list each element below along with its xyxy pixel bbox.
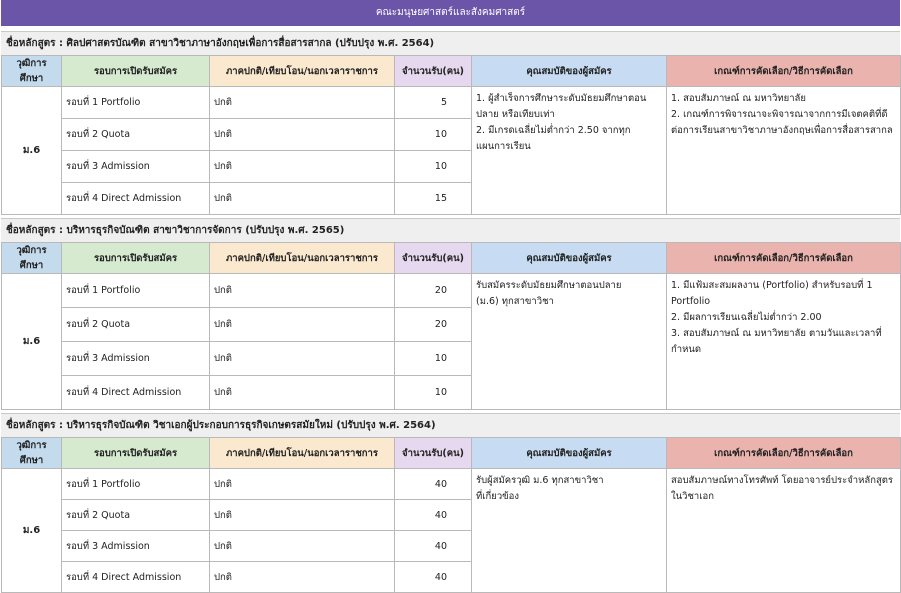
column-header-type: ภาคปกติ/เทียบโอน/นอกเวลาราชการ — [210, 243, 395, 274]
admission-document — [1, 0, 900, 593]
column-header-qualification: คุณสมบัติของผู้สมัคร — [472, 243, 667, 274]
round-cell: รอบที่ 4 Direct Admission — [62, 376, 210, 410]
admission-table — [1, 242, 901, 410]
column-header-count: จำนวนรับ(คน) — [395, 438, 472, 469]
education-level: ม.6 — [2, 274, 62, 410]
count-cell: 5 — [395, 87, 472, 119]
program-name: ชื่อหลักสูตร : บริหารธุรกิจบัณฑิต วิชาเอกผู้ประกอบการธุรกิจเกษตรสมัยใหม่ (ปรับปรุง พ.ศ. 2564) — [1, 413, 900, 437]
round-cell: รอบที่ 1 Portfolio — [62, 274, 210, 308]
round-cell: รอบที่ 2 Quota — [62, 500, 210, 531]
criteria-cell: สอบสัมภาษณ์ทางโทรศัพท์ โดยอาจารย์ประจำหลักสูตรในวิชาเอก — [667, 469, 901, 593]
type-cell: ปกติ — [210, 342, 395, 376]
table-row — [2, 87, 901, 119]
type-cell: ปกติ — [210, 119, 395, 151]
program-name: ชื่อหลักสูตร : ศิลปศาสตรบัณฑิต สาขาวิชาภาษาอังกฤษเพื่อการสื่อสารสากล (ปรับปรุง พ.ศ. 2564) — [1, 31, 900, 55]
column-header-level: วุฒิการศึกษา — [2, 56, 62, 87]
program-section — [1, 218, 900, 410]
admission-table — [1, 55, 901, 215]
column-header-round: รอบการเปิดรับสมัคร — [62, 438, 210, 469]
admission-table — [1, 437, 901, 593]
round-cell: รอบที่ 2 Quota — [62, 308, 210, 342]
round-cell: รอบที่ 3 Admission — [62, 151, 210, 183]
program-section — [1, 413, 900, 593]
count-cell: 10 — [395, 119, 472, 151]
column-header-count: จำนวนรับ(คน) — [395, 243, 472, 274]
qualification-cell: รับสมัครระดับมัธยมศึกษาตอนปลาย (ม.6) ทุกสาขาวิชา — [472, 274, 667, 410]
column-header-criteria: เกณฑ์การคัดเลือก/วิธีการคัดเลือก — [667, 56, 901, 87]
type-cell: ปกติ — [210, 562, 395, 593]
count-cell: 10 — [395, 151, 472, 183]
round-cell: รอบที่ 3 Admission — [62, 531, 210, 562]
round-cell: รอบที่ 2 Quota — [62, 119, 210, 151]
round-cell: รอบที่ 4 Direct Admission — [62, 562, 210, 593]
round-cell: รอบที่ 1 Portfolio — [62, 87, 210, 119]
type-cell: ปกติ — [210, 183, 395, 215]
column-header-qualification: คุณสมบัติของผู้สมัคร — [472, 56, 667, 87]
count-cell: 10 — [395, 376, 472, 410]
type-cell: ปกติ — [210, 87, 395, 119]
count-cell: 20 — [395, 274, 472, 308]
program-section — [1, 31, 900, 215]
education-level: ม.6 — [2, 87, 62, 215]
qualification-cell: รับผู้สมัครวุฒิ ม.6 ทุกสาขาวิชา ที่เกี่ยวข้อง — [472, 469, 667, 593]
column-header-level: วุฒิการศึกษา — [2, 438, 62, 469]
column-header-criteria: เกณฑ์การคัดเลือก/วิธีการคัดเลือก — [667, 438, 901, 469]
round-cell: รอบที่ 1 Portfolio — [62, 469, 210, 500]
count-cell: 20 — [395, 308, 472, 342]
criteria-cell: 1. มีแฟ้มสะสมผลงาน (Portfolio) สำหรับรอบที่ 1 Portfolio 2. มีผลการเรียนเฉลี่ยไม่ต่ำกว่า 2.00 3. สอบสัมภาษณ์ ณ มหาวิทยาลัย ตามวันและเวลาที่กำหนด — [667, 274, 901, 410]
faculty-title: คณะมนุษยศาสตร์และสังคมศาสตร์ — [1, 0, 900, 28]
type-cell: ปกติ — [210, 500, 395, 531]
column-header-round: รอบการเปิดรับสมัคร — [62, 243, 210, 274]
table-row — [2, 274, 901, 308]
column-header-round: รอบการเปิดรับสมัคร — [62, 56, 210, 87]
table-row — [2, 469, 901, 500]
type-cell: ปกติ — [210, 469, 395, 500]
type-cell: ปกติ — [210, 531, 395, 562]
column-header-type: ภาคปกติ/เทียบโอน/นอกเวลาราชการ — [210, 56, 395, 87]
count-cell: 15 — [395, 183, 472, 215]
count-cell: 40 — [395, 562, 472, 593]
column-header-level: วุฒิการศึกษา — [2, 243, 62, 274]
column-header-qualification: คุณสมบัติของผู้สมัคร — [472, 438, 667, 469]
count-cell: 40 — [395, 531, 472, 562]
type-cell: ปกติ — [210, 151, 395, 183]
round-cell: รอบที่ 3 Admission — [62, 342, 210, 376]
qualification-cell: 1. ผู้สำเร็จการศึกษาระดับมัธยมศึกษาตอนปลาย หรือเทียบเท่า 2. มีเกรดเฉลี่ยไม่ต่ำกว่า 2.50 จากทุกแผนการเรียน — [472, 87, 667, 215]
program-sections — [1, 31, 900, 593]
column-header-type: ภาคปกติ/เทียบโอน/นอกเวลาราชการ — [210, 438, 395, 469]
count-cell: 10 — [395, 342, 472, 376]
count-cell: 40 — [395, 469, 472, 500]
column-header-criteria: เกณฑ์การคัดเลือก/วิธีการคัดเลือก — [667, 243, 901, 274]
type-cell: ปกติ — [210, 274, 395, 308]
round-cell: รอบที่ 4 Direct Admission — [62, 183, 210, 215]
type-cell: ปกติ — [210, 308, 395, 342]
criteria-cell: 1. สอบสัมภาษณ์ ณ มหาวิทยาลัย 2. เกณฑ์การพิจารณาจะพิจารณาจากการมีเจตคติที่ดีต่อการเรียนสาขาวิชาภาษาอังกฤษเพื่อการสื่อสารสากล — [667, 87, 901, 215]
education-level: ม.6 — [2, 469, 62, 593]
program-name: ชื่อหลักสูตร : บริหารธุรกิจบัณฑิต สาขาวิชาการจัดการ (ปรับปรุง พ.ศ. 2565) — [1, 218, 900, 242]
type-cell: ปกติ — [210, 376, 395, 410]
count-cell: 40 — [395, 500, 472, 531]
column-header-count: จำนวนรับ(คน) — [395, 56, 472, 87]
